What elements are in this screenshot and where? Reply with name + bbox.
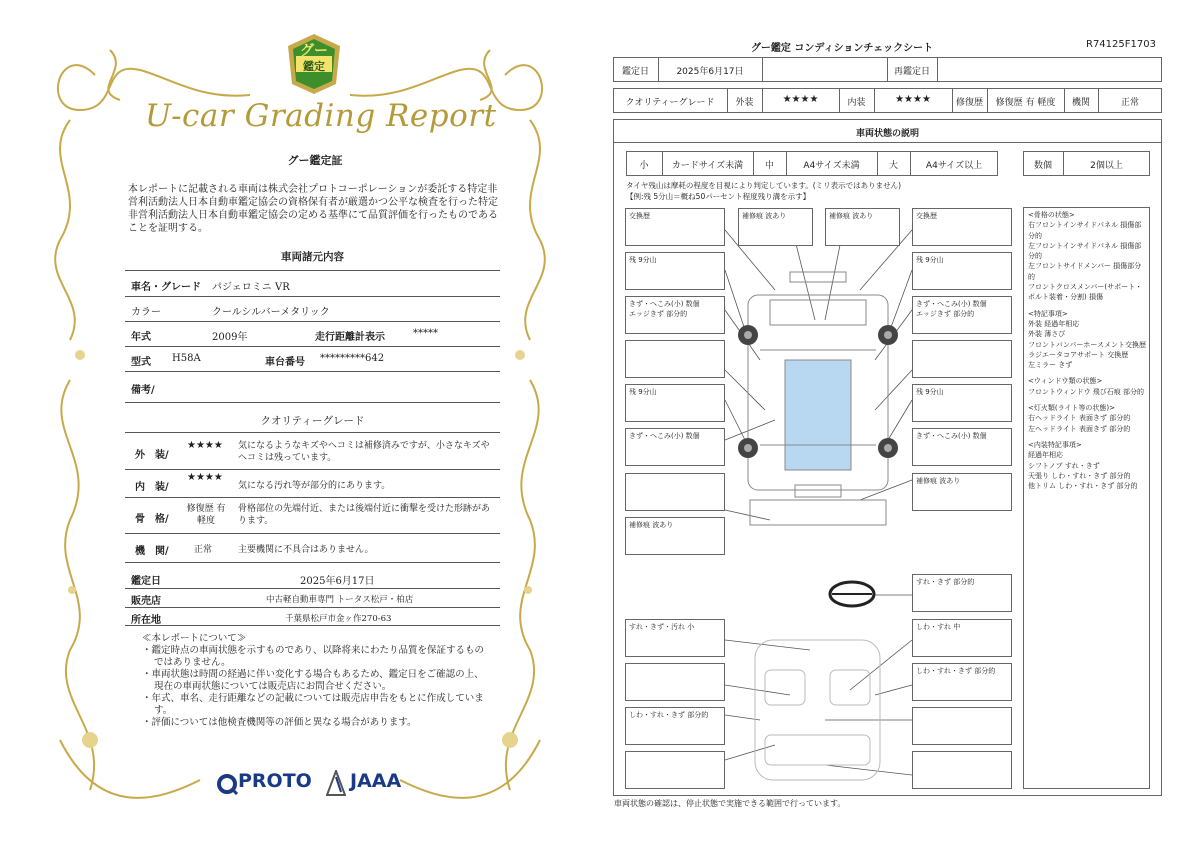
- report-notes: [142, 633, 492, 729]
- condition-label: [625, 751, 725, 789]
- condition-label: [912, 340, 1012, 378]
- condition-label: すれ・きず 部分的: [912, 574, 1012, 612]
- divider: [125, 562, 500, 563]
- condition-label: きず・へこみ(小) 数個 エッジきず 部分的: [625, 296, 725, 334]
- proto-wordmark: PROTO: [238, 770, 312, 792]
- divider: [125, 533, 500, 534]
- notes-title: ≪本レポートについて≫: [142, 633, 247, 644]
- legend-small-desc: カードサイズ未満: [671, 161, 744, 171]
- divider: [125, 469, 500, 470]
- divider: [125, 607, 500, 608]
- condition-line: 右フロントインサイドパネル 損傷部分的: [1028, 221, 1142, 240]
- grade-header: クオリティーグレード: [260, 415, 365, 427]
- condition-label: [912, 707, 1012, 745]
- divider: [937, 57, 938, 82]
- repair-label: 修復歴: [955, 98, 983, 108]
- condition-line: 外装 経過年相応: [1028, 319, 1080, 328]
- divider: [125, 402, 500, 403]
- quality-grade-label: クオリティーグレード: [625, 98, 715, 108]
- engine-value: 正常: [194, 545, 213, 555]
- condition-label: 残 9分山: [912, 384, 1012, 422]
- date-label: 鑑定日: [621, 67, 649, 77]
- repair-value: 修復歴 有 軽度: [995, 98, 1056, 108]
- goo-kantei-logo: [282, 32, 346, 96]
- shop-address: 千葉県松戸市金ヶ作270-63: [285, 614, 392, 624]
- address-label: 所在地: [131, 615, 161, 626]
- divider: [125, 497, 500, 498]
- shop-name: 中古軽自動車専門 トータス松戸・柏店: [266, 595, 414, 605]
- sheet-footer: 車両状態の確認は、停止状態で実施できる範囲で行っています。: [614, 799, 846, 808]
- count-value: 2個以上: [1090, 161, 1123, 171]
- divider: [125, 321, 500, 322]
- logo-text-goo: グー: [300, 43, 328, 59]
- interior-stars: ★★★★: [895, 94, 931, 105]
- car-year: 2009年: [212, 332, 248, 343]
- condition-label: すれ・きず・汚れ 小: [625, 619, 725, 657]
- condition-label: [912, 751, 1012, 789]
- condition-label: きず・へこみ(小) 数個: [912, 428, 1012, 466]
- jaaa-logo: [326, 770, 346, 800]
- condition-label: 交換歴: [912, 208, 1012, 246]
- shop-label: 販売店: [131, 596, 161, 607]
- mileage-value: *****: [413, 328, 438, 339]
- condition-label: [625, 473, 725, 511]
- condition-label: きず・へこみ(小) 数個 エッジきず 部分的: [912, 296, 1012, 334]
- condition-line: フロントクロスメンバー(サポート・ボルト装着・分割) 損傷: [1028, 283, 1143, 302]
- condition-label: 残 9分山: [912, 252, 1012, 290]
- legend-large-desc: A4サイズ以上: [925, 161, 983, 171]
- condition-label: きず・へこみ(小) 数個: [625, 428, 725, 466]
- engine-label: 機関: [1071, 98, 1090, 108]
- condition-label: 補修痕 波あり: [625, 517, 725, 555]
- condition-line: ラジエータコアサポート 交換歴: [1028, 350, 1129, 359]
- redate-label: 再鑑定日: [893, 67, 930, 77]
- sheet-code: R74125F1703: [1086, 39, 1156, 50]
- exterior-stars: ★★★★: [782, 94, 819, 105]
- exterior-label: 外 装/: [135, 450, 169, 461]
- condition-label: [625, 663, 725, 701]
- model-label: 型式: [131, 357, 151, 368]
- condition-line: 左ヘッドライト 表面きず 部分的: [1028, 424, 1131, 433]
- legend-small: 小: [639, 161, 649, 171]
- frame-text: 骨格部位の先端付近、または後端付近に衝撃を受けた形跡があります。: [238, 504, 491, 526]
- note-item: ・鑑定時点の車両状態を示すものであり、以降将来にわたり品質を保証するものではありません。: [142, 645, 485, 668]
- condition-label: 補修痕 波あり: [738, 208, 813, 246]
- condition-line: フロントウィンドウ 飛び石痕 部分的: [1028, 387, 1145, 396]
- legend-mid-desc: A4サイズ未満: [803, 161, 860, 171]
- chassis-value: *********642: [320, 353, 385, 364]
- exterior-text: 気になるようなキズやヘコミは補修済みですが、小さなキズやヘコミは残っています。: [238, 441, 490, 463]
- spec-header: 車両諸元内容: [281, 251, 344, 263]
- divider: [125, 432, 500, 433]
- sheet-title: グー鑑定 コンディションチェックシート: [750, 43, 934, 54]
- condition-list: [1028, 210, 1148, 491]
- state-header: 車両状態の説明: [855, 129, 919, 139]
- color-label: カラー: [131, 307, 161, 318]
- legend-large: 大: [888, 161, 898, 171]
- condition-line: <骨格の状態>: [1028, 211, 1075, 219]
- condition-line: <灯火類(ライト等の状態)>: [1028, 404, 1115, 413]
- remarks-label: 備考/: [131, 385, 155, 396]
- divider: [125, 296, 500, 297]
- tire-note: タイヤ残山は摩耗の程度を目視により判定しています。(ミリ表示ではありません): [626, 181, 902, 190]
- count-label: 数個: [1033, 161, 1052, 171]
- appraisal-date: 2025年6月17日: [300, 576, 375, 587]
- divider: [125, 346, 500, 347]
- certificate-subtitle: グー鑑定証: [287, 154, 343, 167]
- engine-label: 機 関/: [135, 546, 169, 557]
- divider: [762, 57, 763, 82]
- intro-text: 本レポートに記載される車両は株式会社プロトコーポレーションが委託する特定非営利活動法人日本自動車鑑定協会の資格保有者が厳選かつ公平な検査を行った特定非営利活動法人日本自動車鑑定協会の定める基準にて品質評価を行ったものであることを証明する。: [128, 184, 498, 234]
- year-label: 年式: [131, 332, 151, 343]
- exterior-label: 外装: [735, 98, 754, 108]
- condition-label: 補修痕 波あり: [825, 208, 900, 246]
- condition-line: 右ヘッドライト 表面きず 部分的: [1028, 414, 1131, 423]
- note-item: ・年式、車名、走行距離などの記載については販売店申告をもとに作成しています。: [142, 693, 484, 716]
- interior-stars: ★★★★: [187, 472, 223, 483]
- model-value: H58A: [172, 353, 201, 364]
- condition-label: 残 9分山: [625, 252, 725, 290]
- condition-label: 交換歴: [625, 208, 725, 246]
- condition-line: 他トリム しわ・すれ・きず 部分的: [1028, 482, 1138, 491]
- condition-label: 残 9分山: [625, 384, 725, 422]
- proto-logo: [216, 773, 238, 799]
- jaaa-wordmark: JAAA: [350, 770, 402, 792]
- condition-label: しわ・すれ 中: [912, 619, 1012, 657]
- note-item: ・評価については他検査機関等の評価と異なる場合があります。: [142, 717, 417, 728]
- engine-text: 主要機関に不具合はありません。: [238, 545, 374, 555]
- condition-line: 経過年相応: [1028, 451, 1063, 460]
- exterior-stars: ★★★★: [187, 440, 223, 451]
- condition-line: <ウィンドウ類の状態>: [1028, 377, 1103, 386]
- date-value: 2025年6月17日: [676, 67, 744, 77]
- engine-value: 正常: [1120, 98, 1139, 108]
- divider: [125, 371, 500, 372]
- divider: [125, 625, 500, 626]
- condition-line: <内装特記事項>: [1028, 440, 1082, 449]
- note-item: ・車両状態は時間の経過に伴い変化する場合もあるため、鑑定日をご確認の上、現在の車両状態については販売店にお問合せください。: [142, 669, 484, 692]
- frame-value: 修復歴 有 軽度: [186, 504, 226, 526]
- steering-wheel-icon: [830, 582, 874, 606]
- car-color: クールシルバーメタリック: [212, 307, 330, 318]
- chassis-label: 車台番号: [265, 357, 305, 368]
- mileage-label: 走行距離計表示: [315, 332, 385, 343]
- interior-text: 気になる汚れ等が部分的にあります。: [238, 481, 391, 491]
- condition-line: <特記事項>: [1028, 309, 1068, 318]
- condition-line: 左フロントサイドメンバー 損傷部分的: [1028, 262, 1142, 281]
- condition-line: フロントバンパーホースメント交換歴: [1028, 340, 1147, 349]
- condition-line: 外装 薄さび: [1028, 330, 1066, 339]
- date-label: 鑑定日: [131, 576, 161, 587]
- car-name: パジェロミニ VR: [212, 282, 290, 293]
- legend-mid: 中: [764, 161, 774, 171]
- name-label: 車名・グレード: [131, 282, 201, 293]
- interior-label: 内 装/: [135, 482, 169, 493]
- condition-label: しわ・すれ・きず 部分的: [912, 663, 1012, 701]
- divider: [125, 588, 500, 589]
- divider: [613, 142, 1162, 143]
- condition-line: 左ミラー きず: [1028, 361, 1073, 370]
- condition-label: しわ・すれ・きず 部分的: [625, 707, 725, 745]
- tire-example: 【例:残 5分山＝概ね50パーセント程度残り溝を示す】: [626, 192, 811, 201]
- logo-text-kantei: 鑑定: [303, 60, 325, 73]
- condition-line: シフトノブ すれ・きず: [1028, 461, 1100, 470]
- condition-label: 補修痕 波あり: [912, 473, 1012, 511]
- interior-label: 内装: [847, 98, 866, 108]
- report-title: U-car Grading Report: [145, 98, 497, 134]
- frame-label: 骨 格/: [135, 514, 169, 525]
- divider: [125, 270, 500, 271]
- condition-label: [625, 340, 725, 378]
- condition-line: 左フロントインサイドパネル 損傷部分的: [1028, 241, 1142, 261]
- condition-line: 天張り しわ・すれ・きず 部分的: [1028, 471, 1131, 480]
